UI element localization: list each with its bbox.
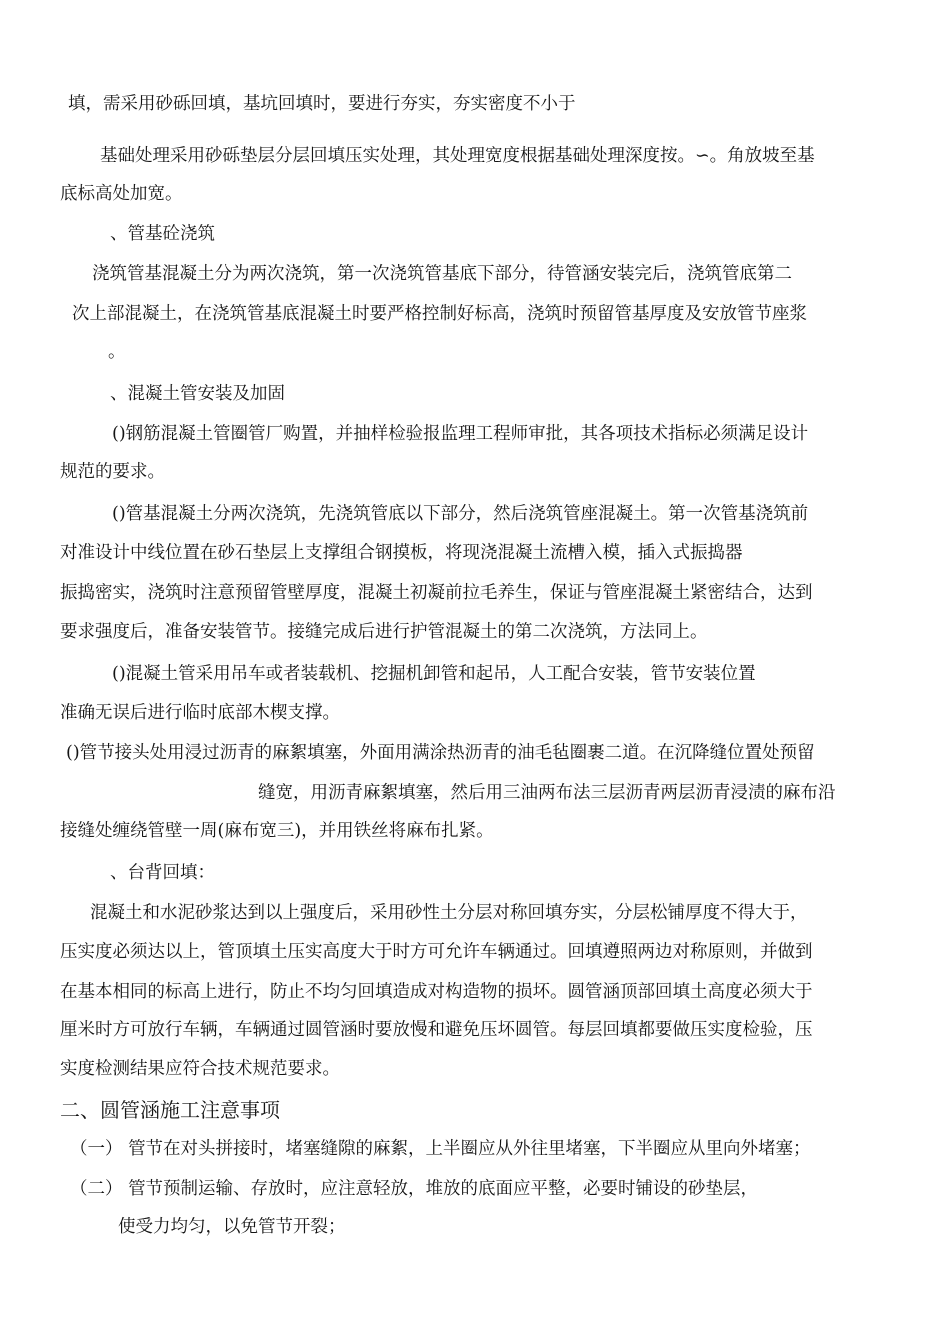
text-line: 压实度必须达以上，管顶填土压实高度大于时方可允许车辆通过。回填遵照两边对称原则，并做到: [60, 942, 813, 962]
list-item: （一） 管节在对头拼接时，堵塞缝隙的麻絮，上半圈应从外往里堵塞，下半圈应从里向外堵塞；: [70, 1139, 811, 1159]
section-heading: 、管基砼浇筑: [110, 224, 215, 244]
text-line: ()混凝土管采用吊车或者装载机、挖掘机卸管和起吊，人工配合安装，管节安装位置: [112, 664, 756, 684]
text-line: 准确无误后进行临时底部木楔支撑。: [60, 703, 340, 723]
list-item: （二） 管节预制运输、存放时，应注意轻放，堆放的底面应平整，必要时铺设的砂垫层，: [70, 1179, 759, 1199]
text-line: 振捣密实，浇筑时注意预留管壁厚度，混凝土初凝前拉毛养生，保证与管座混凝土紧密结合，达到: [60, 583, 813, 603]
text-line: ()管节接头处用浸过沥青的麻絮填塞，外面用满涂热沥青的油毛毡圈裹二道。在沉降缝位置处预留: [66, 743, 815, 763]
section-heading: 、混凝土管安装及加固: [110, 384, 285, 404]
text-line: 实度检测结果应符合技术规范要求。: [60, 1059, 340, 1079]
text-line: 接缝处缠绕管壁一周(麻布宽三)，并用铁丝将麻布扎紧。: [60, 821, 494, 841]
text-line: 要求强度后，准备安装管节。接缝完成后进行护管混凝土的第二次浇筑，方法同上。: [60, 622, 708, 642]
text-line: 规范的要求。: [60, 462, 165, 482]
text-line: 浇筑管基混凝土分为两次浇筑，第一次浇筑管基底下部分，待管涵安装完后，浇筑管底第二: [92, 264, 792, 284]
text-line: 底标高处加宽。: [60, 184, 183, 204]
text-line: 使受力均匀，以免管节开裂；: [118, 1217, 346, 1237]
text-line: 混凝土和水泥砂浆达到以上强度后，采用砂性土分层对称回填夯实，分层松铺厚度不得大于，: [90, 903, 808, 923]
section-heading: 、台背回填：: [110, 863, 215, 883]
text-line: 基础处理采用砂砾垫层分层回填压实处理，其处理宽度根据基础处理深度按。∽。角放坡至基: [100, 146, 815, 166]
text-line: 填，需采用砂砾回填，基坑回填时，要进行夯实，夯实密度不小于: [68, 94, 576, 114]
text-line: 厘米时方可放行车辆，车辆通过圆管涵时要放慢和避免压坏圆管。每层回填都要做压实度检验，压: [60, 1020, 813, 1040]
text-line: 缝宽，用沥青麻絮填塞，然后用三油两布法三层沥青两层沥青浸渍的麻布沿: [258, 783, 836, 803]
text-line: 在基本相同的标高上进行，防止不均匀回填造成对构造物的损坏。圆管涵顶部回填土高度必须大于: [60, 982, 813, 1002]
text-line: ()钢筋混凝土管圈管厂购置，并抽样检验报监理工程师审批，其各项技术指标必须满足设计: [112, 424, 809, 444]
text-line: ()管基混凝土分两次浇筑，先浇筑管底以下部分，然后浇筑管座混凝土。第一次管基浇筑前: [112, 504, 809, 524]
text-line: 次上部混凝土，在浇筑管基底混凝土时要严格控制好标高，浇筑时预留管基厚度及安放管节座浆: [72, 304, 807, 324]
text-line: 对准设计中线位置在砂石垫层上支撑组合钢摸板，将现浇混凝土流槽入模，插入式振捣器: [60, 543, 743, 563]
text-line: 。: [108, 342, 126, 362]
chapter-heading: 二、圆管涵施工注意事项: [60, 1098, 280, 1122]
